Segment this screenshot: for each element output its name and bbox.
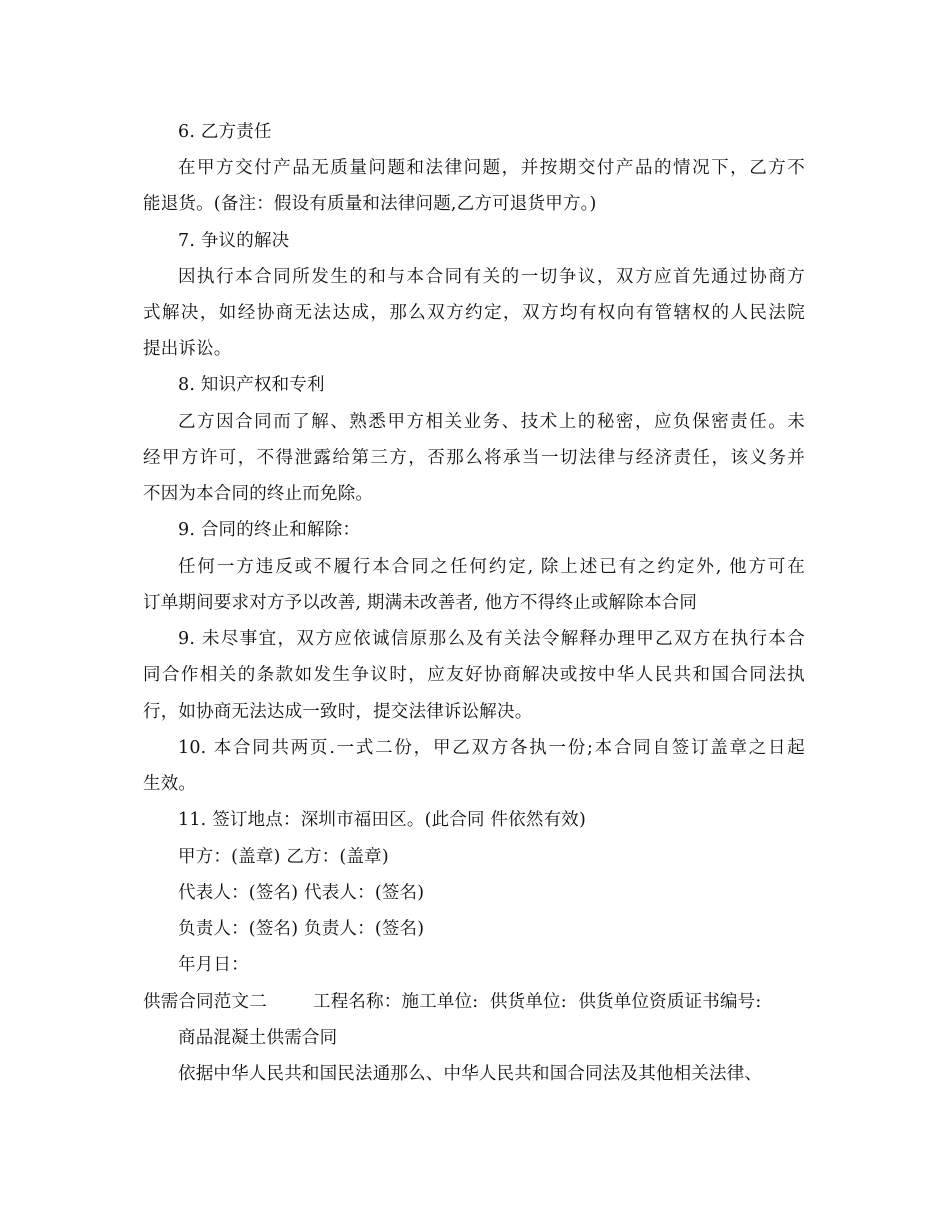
paragraph-line: 任何一方违反或不履行本合同之任何约定, 除上述已有之约定外, 他方可在 [178, 557, 805, 577]
paragraph-line: 生效。 [143, 774, 197, 794]
paragraph-line: 订单期间要求对方予以改善, 期满未改善者, 他方不得终止或解除本合同 [143, 593, 698, 613]
party-seal-line: 甲方：(盖章) 乙方：(盖章) [178, 847, 389, 867]
paragraph-line: 经甲方许可，不得泄露给第三方，否那么将承当一切法律与经济责任，该义务并 [143, 448, 805, 468]
paragraph-line: 行，如协商无法达成一致时，提交法律诉讼解决。 [143, 702, 533, 722]
section-heading-8: 8. 知识产权和专利 [178, 375, 325, 395]
paragraph-line: 依据中华人民共和国民法通那么、中华人民共和国合同法及其他相关法律、 [178, 1064, 763, 1084]
paragraph-line: 同合作相关的条款如发生争议时，应友好协商解决或按中华人民共和国合同法执 [143, 665, 805, 685]
representative-line: 代表人：(签名) 代表人：(签名) [178, 883, 425, 903]
paragraph-line: 不因为本合同的终止而免除。 [143, 484, 374, 504]
paragraph-line: 提出诉讼。 [143, 339, 232, 359]
date-line: 年月日： [178, 955, 249, 975]
second-contract-header: 供需合同范文二 工程名称：施工单位: 供货单位: 供货单位资质证书编号: [143, 992, 762, 1012]
section-heading-6: 6. 乙方责任 [178, 122, 272, 142]
paragraph-line: 乙方因合同而了解、熟悉甲方相关业务、技术上的秘密，应负保密责任。未 [178, 412, 805, 432]
paragraph-line: 在甲方交付产品无质量问题和法律问题，并按期交付产品的情况下，乙方不 [178, 158, 805, 178]
paragraph-line: 因执行本合同所发生的和与本合同有关的一切争议，双方应首先通过协商方 [178, 267, 805, 287]
section-heading-7: 7. 争议的解决 [178, 231, 290, 251]
paragraph-line: 能退货。(备注：假设有质量和法律问题,乙方可退货甲方。) [143, 194, 597, 214]
responsible-person-line: 负责人：(签名) 负责人：(签名) [178, 919, 425, 939]
paragraph-line: 10. 本合同共两页.一式二份，甲乙双方各执一份;本合同自签订盖章之日起 [178, 738, 805, 758]
paragraph-line: 式解决，如经协商无法达成，那么双方约定，双方均有权向有管辖权的人民法院 [143, 303, 805, 323]
second-contract-title: 商品混凝土供需合同 [178, 1028, 338, 1048]
signing-location: 11. 签订地点：深圳市福田区。(此合同 件依然有效) [178, 810, 587, 830]
section-heading-9: 9. 合同的终止和解除： [178, 520, 361, 540]
paragraph-line: 9. 未尽事宜，双方应依诚信原那么及有关法令解释办理甲乙双方在执行本合 [178, 629, 805, 649]
